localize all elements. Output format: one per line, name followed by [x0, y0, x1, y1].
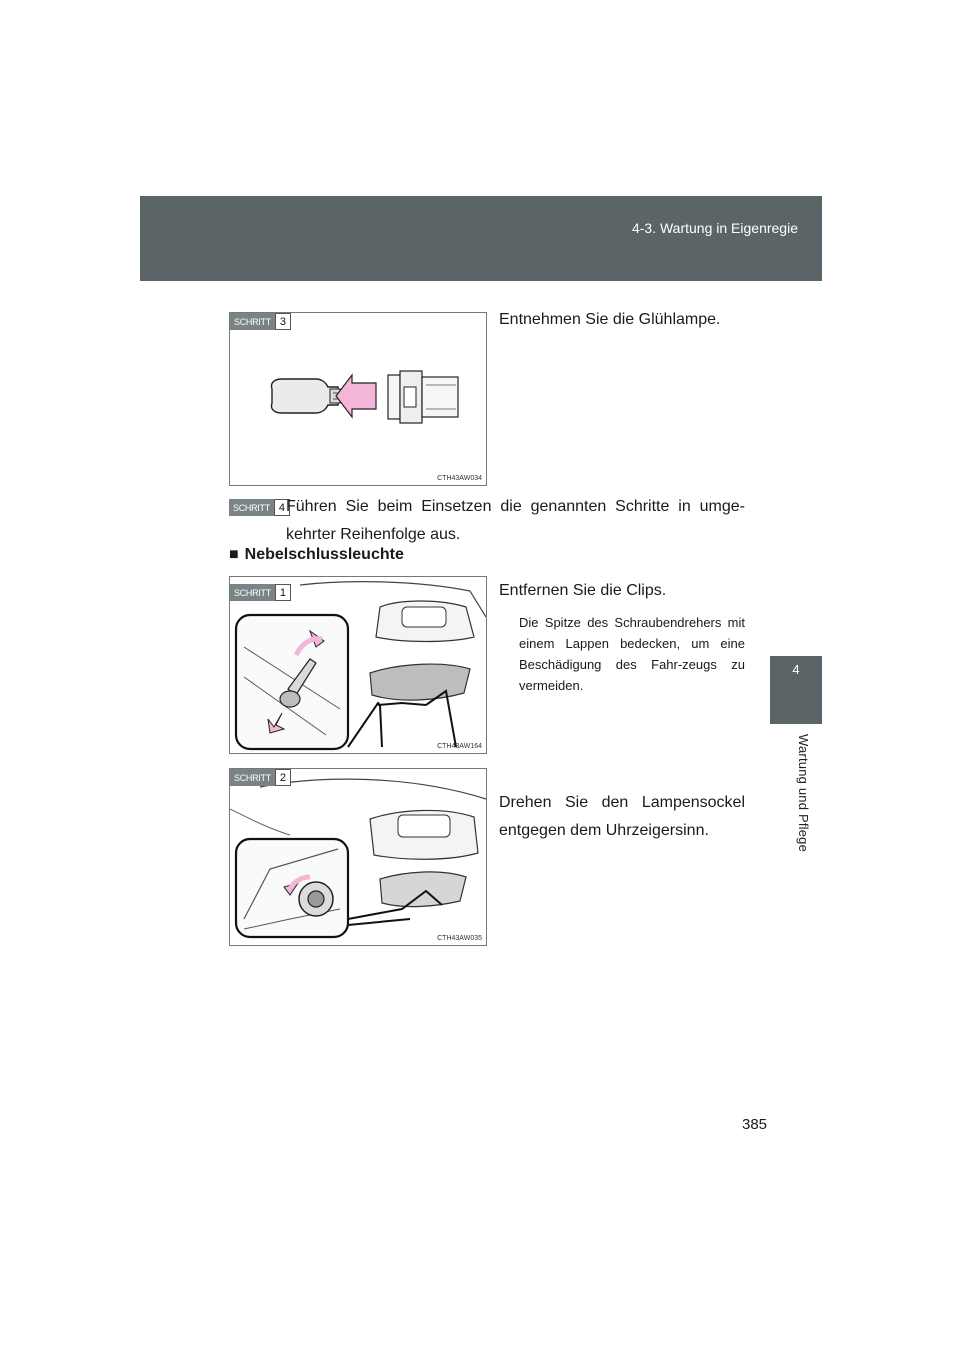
page-number: 385	[742, 1116, 768, 1133]
step-note: Die Spitze des Schraubendrehers mit einem Lappen bedecken, um eine Beschädigung des Fahr-zeugs zu vermeiden.	[519, 615, 745, 693]
bulb-removal-illustration	[230, 313, 486, 485]
step-label: SCHRITT	[230, 769, 275, 786]
step-label: SCHRITT	[229, 499, 274, 516]
lamp-socket-illustration	[230, 769, 486, 945]
step-text: Entnehmen Sie die Glühlampe.	[499, 311, 721, 328]
chapter-number: 4	[792, 662, 800, 677]
step-number: 4	[274, 499, 290, 516]
step-number: 3	[275, 313, 291, 330]
step-text: Führen Sie beim Einsetzen die genannten Schritte in umge-kehrter Reihenfolge aus.	[286, 498, 745, 543]
figure-code: CTH43AW034	[437, 475, 482, 482]
figure-code: CTH43AW164	[437, 743, 482, 750]
figure-lamp-socket	[229, 768, 487, 946]
step-number: 2	[275, 769, 291, 786]
step-badge	[229, 499, 290, 516]
chapter-tab	[770, 656, 822, 724]
page-header	[140, 196, 822, 281]
header-title: 4-3. Wartung in Eigenregie	[631, 220, 798, 236]
step-label: SCHRITT	[230, 584, 275, 601]
section-title: Nebelschlussleuchte	[244, 546, 404, 563]
step-text: Drehen Sie den Lampensockel entgegen dem Uhrzeigersinn.	[499, 794, 745, 839]
step-label: SCHRITT	[230, 313, 275, 330]
clip-removal-illustration	[230, 577, 486, 753]
step-number: 1	[275, 584, 291, 601]
figure-clip-removal	[229, 576, 487, 754]
step-badge	[230, 584, 291, 601]
step-badge	[230, 769, 291, 786]
step-text: Entfernen Sie die Clips.	[499, 582, 667, 599]
figure-code: CTH43AW035	[437, 935, 482, 942]
step-badge	[230, 313, 291, 330]
section-heading	[229, 546, 404, 564]
chapter-label: Wartung und Pflege	[796, 734, 811, 853]
figure-bulb-removal	[229, 312, 487, 486]
section-bullet: ■	[229, 546, 239, 563]
